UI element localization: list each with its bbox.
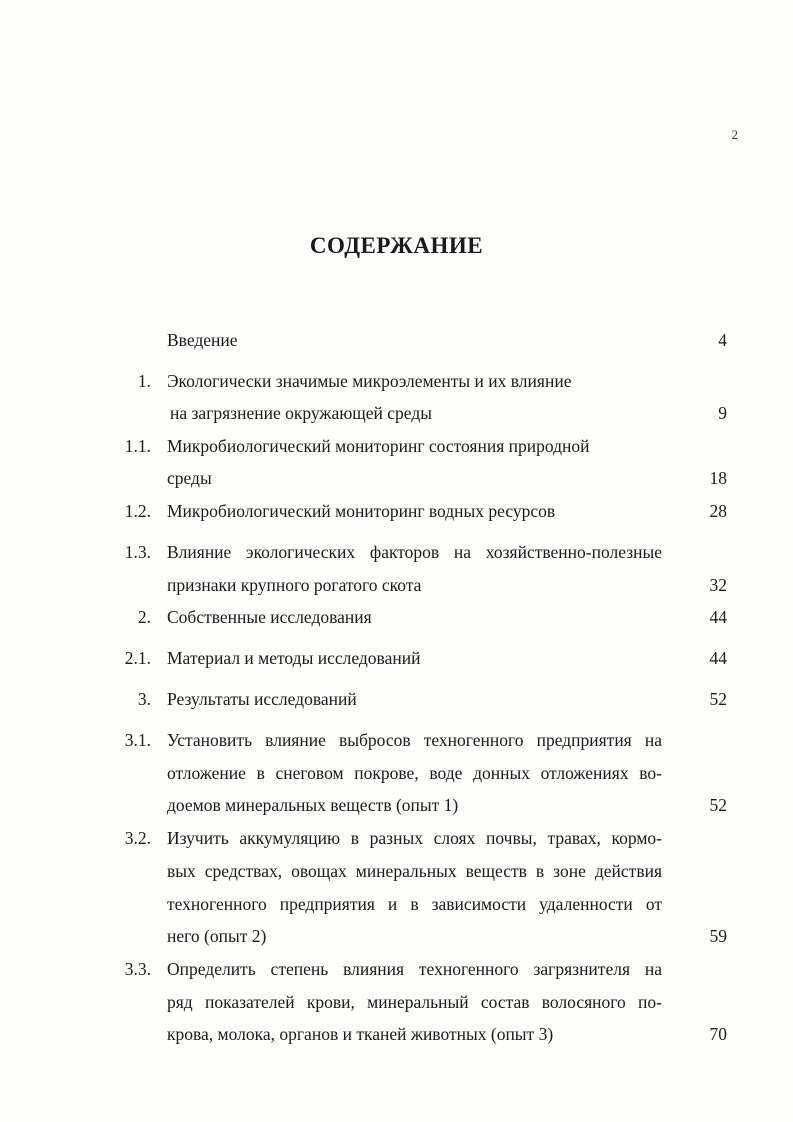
toc-entry-1-1 <box>0 432 793 460</box>
toc-entry-1-3 <box>0 538 793 566</box>
toc-entry-text: Экологически значимые микроэлементы и их влияние <box>167 371 572 391</box>
toc-entry-text: на загрязнение окружающей среды <box>170 403 433 423</box>
toc-entry-number: 1.3. <box>124 542 151 562</box>
toc-entry-3-1 <box>0 726 793 754</box>
toc-entry-text: доемов минеральных веществ (опыт 1) <box>167 795 459 815</box>
toc-entry-text: Результаты исследований <box>167 689 357 709</box>
toc-entry-1-1-cont <box>0 464 793 492</box>
toc-entry-3 <box>0 685 793 713</box>
toc-entry-text: него (опыт 2) <box>167 926 267 946</box>
toc-entry-text: Материал и методы исследований <box>167 648 421 668</box>
toc-entry-text: признаки крупного рогатого скота <box>167 575 422 595</box>
toc-entry-page: 70 <box>709 1024 727 1044</box>
toc-entry-number: 3.1. <box>124 730 151 750</box>
toc-entry-text: Введение <box>167 330 238 350</box>
toc-entry-3-2-cont <box>0 890 793 918</box>
toc-entry-1-3-cont <box>0 571 793 599</box>
toc-entry-1-2 <box>0 497 793 525</box>
toc-entry-1 <box>0 367 793 395</box>
toc-entry-text: Изучить аккумуляцию в разных слоях почвы, травах, кормо- <box>167 828 662 848</box>
toc-entry-3-3-cont <box>0 1020 793 1048</box>
toc-entry-number: 3. <box>137 689 151 709</box>
toc-entry-text: Собственные исследования <box>167 607 372 627</box>
toc-entry-page: 9 <box>718 403 727 423</box>
toc-entry-page: 28 <box>709 501 727 521</box>
toc-entry-3-3 <box>0 955 793 983</box>
toc-entry-page: 18 <box>709 468 727 488</box>
toc-entry-number: 2.1. <box>124 648 151 668</box>
toc-entry-2-1 <box>0 644 793 672</box>
toc-entry-intro <box>0 326 793 354</box>
toc-entry-page: 59 <box>709 926 727 946</box>
toc-entry-1-cont <box>0 399 793 427</box>
toc-entry-3-2-cont <box>0 857 793 885</box>
toc-entry-number: 1.1. <box>124 436 151 456</box>
toc-entry-3-1-cont <box>0 759 793 787</box>
toc-entry-text: среды <box>167 468 212 488</box>
toc-entry-number: 1.2. <box>124 501 151 521</box>
toc-entry-text: Микробиологический мониторинг водных ресурсов <box>167 501 556 521</box>
toc-entry-text: Влияние экологических факторов на хозяйственно-полезные <box>167 542 662 562</box>
toc-entry-page: 52 <box>709 795 727 815</box>
toc-entry-page: 44 <box>709 607 727 627</box>
toc-entry-text: крова, молока, органов и тканей животных (опыт 3) <box>167 1024 554 1044</box>
toc-entry-number: 2. <box>137 607 151 627</box>
toc-entry-text: Микробиологический мониторинг состояния природной <box>167 436 590 456</box>
page-number: 2 <box>731 127 738 142</box>
toc-entry-page: 32 <box>709 575 727 595</box>
toc-entry-3-2 <box>0 824 793 852</box>
toc-entry-3-1-cont <box>0 791 793 819</box>
toc-entry-page: 44 <box>709 648 727 668</box>
toc-entry-text: Определить степень влияния техногенного загрязнителя на <box>167 959 662 979</box>
toc-entry-2 <box>0 603 793 631</box>
toc-entry-text: вых средствах, овощах минеральных веществ в зоне действия <box>167 861 662 881</box>
toc-entry-page: 52 <box>709 689 727 709</box>
toc-entry-number: 1. <box>137 371 151 391</box>
toc-entry-3-3-cont <box>0 988 793 1016</box>
toc-entry-number: 3.2. <box>124 828 151 848</box>
toc-entry-text: Установить влияние выбросов техногенного предприятия на <box>167 730 662 750</box>
toc-entry-text: техногенного предприятия и в зависимости удаленности от <box>167 894 662 914</box>
toc-entry-page: 4 <box>718 330 727 350</box>
toc-entry-3-2-cont <box>0 922 793 950</box>
page-title: СОДЕРЖАНИЕ <box>309 233 484 258</box>
toc-entry-number: 3.3. <box>124 959 151 979</box>
toc-entry-text: отложение в снеговом покрове, воде донных отложениях во- <box>167 763 662 783</box>
toc-entry-text: ряд показателей крови, минеральный состав волосяного по- <box>167 992 662 1012</box>
